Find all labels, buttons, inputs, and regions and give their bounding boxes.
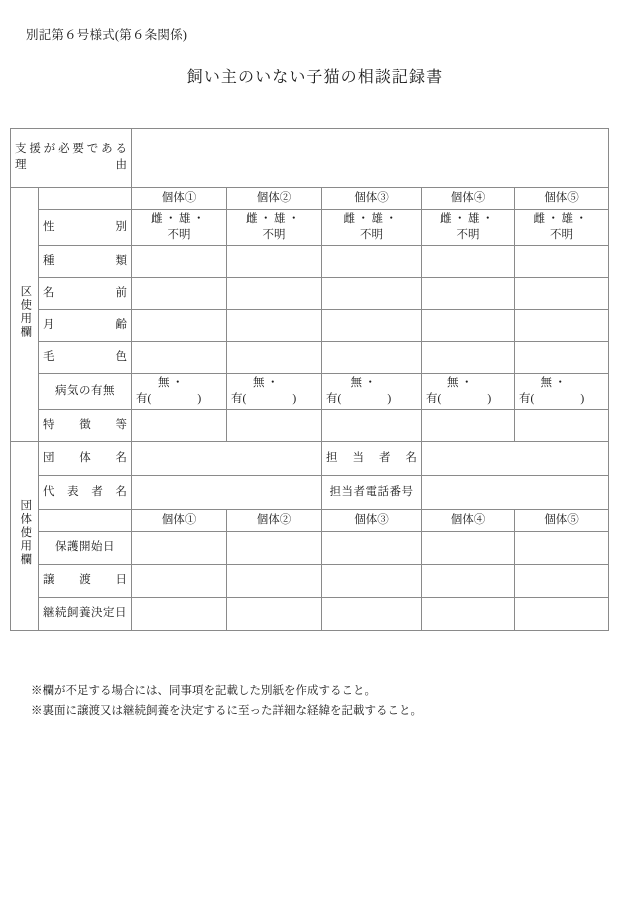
illness-option-line1: 無・: [350, 376, 379, 389]
group-section-side-label: 団体使用欄: [11, 442, 39, 631]
coat-color-value-cell-4[interactable]: [422, 342, 515, 374]
protection-start-date-cell-3[interactable]: [322, 532, 422, 565]
continued-care-date-cell-1[interactable]: [132, 598, 227, 631]
sex-option-line2: 不明: [262, 228, 286, 241]
row-label-name: 名前: [39, 278, 132, 310]
group-column-header-1: 個体①: [132, 510, 227, 532]
sex-option-line1: 雌・雄・: [151, 212, 207, 225]
age-value-cell-4[interactable]: [422, 310, 515, 342]
contact-phone-value-cell[interactable]: [422, 476, 609, 510]
contact-name-value-cell[interactable]: [422, 442, 609, 476]
illness-option-line2: 有( ): [326, 392, 392, 405]
row-label-transfer-date: 譲渡日: [39, 565, 132, 598]
table-row-continued-care-date: [11, 598, 609, 631]
form-number: 別記第６号様式(第６条関係): [26, 28, 188, 42]
row-label-continued-care-date: 継続飼養決定日: [39, 598, 132, 631]
illness-option-cell-5[interactable]: [515, 374, 609, 410]
row-label-contact-phone: 担当者電話番号: [322, 476, 422, 510]
representative-value-cell[interactable]: [132, 476, 322, 510]
sex-option-line2: 不明: [550, 228, 573, 241]
footnote-2: ※裏面に譲渡又は継続飼養を決定するに至った詳細な経緯を記載すること。: [31, 705, 422, 718]
species-value-cell-5[interactable]: [515, 246, 609, 278]
illness-option-line2: 有( ): [426, 392, 492, 405]
transfer-date-cell-1[interactable]: [132, 565, 227, 598]
row-label-group-name: 団体名: [39, 442, 132, 476]
illness-option-cell-3[interactable]: [322, 374, 422, 410]
continued-care-date-cell-2[interactable]: [227, 598, 322, 631]
table-row-illness: [11, 374, 609, 410]
sex-option-cell-1[interactable]: [132, 210, 227, 246]
illness-option-line1: 無・: [540, 376, 569, 389]
illness-option-cell-4[interactable]: [422, 374, 515, 410]
features-value-cell-1[interactable]: [132, 410, 227, 442]
reason-value-cell[interactable]: [132, 129, 609, 188]
ward-column-header-5: 個体⑤: [515, 188, 609, 210]
reason-label-cell: [11, 129, 132, 188]
sex-option-cell-3[interactable]: [322, 210, 422, 246]
name-value-cell-1[interactable]: [132, 278, 227, 310]
coat-color-value-cell-3[interactable]: [322, 342, 422, 374]
age-value-cell-5[interactable]: [515, 310, 609, 342]
group-column-header-3: 個体③: [322, 510, 422, 532]
table-row-features: [11, 410, 609, 442]
transfer-date-cell-2[interactable]: [227, 565, 322, 598]
name-value-cell-3[interactable]: [322, 278, 422, 310]
name-value-cell-4[interactable]: [422, 278, 515, 310]
reason-label-line2: 理由: [15, 159, 127, 171]
footnote-1: ※欄が不足する場合には、同事項を記載した別紙を作成すること。: [31, 685, 376, 697]
age-value-cell-1[interactable]: [132, 310, 227, 342]
species-value-cell-4[interactable]: [422, 246, 515, 278]
illness-option-line2: 有( ): [519, 392, 585, 405]
illness-option-cell-1[interactable]: [132, 374, 227, 410]
row-label-coat-color: 毛色: [39, 342, 132, 374]
group-name-value-cell[interactable]: [132, 442, 322, 476]
sex-option-cell-2[interactable]: [227, 210, 322, 246]
group-header-spacer: [39, 510, 132, 532]
sex-option-cell-4[interactable]: [422, 210, 515, 246]
coat-color-value-cell-2[interactable]: [227, 342, 322, 374]
group-column-header-5: 個体⑤: [515, 510, 609, 532]
illness-option-line2: 有( ): [136, 392, 202, 405]
features-value-cell-4[interactable]: [422, 410, 515, 442]
table-row-group-name: [11, 442, 609, 476]
sex-option-line2: 不明: [167, 228, 191, 241]
sex-option-line2: 不明: [456, 228, 480, 241]
sex-option-line1: 雌・雄・: [533, 212, 590, 225]
row-label-illness: 病気の有無: [39, 374, 132, 410]
table-row-age: [11, 310, 609, 342]
features-value-cell-2[interactable]: [227, 410, 322, 442]
transfer-date-cell-5[interactable]: [515, 565, 609, 598]
sex-option-line2: 不明: [360, 228, 383, 241]
protection-start-date-cell-2[interactable]: [227, 532, 322, 565]
row-label-species: 種類: [39, 246, 132, 278]
name-value-cell-2[interactable]: [227, 278, 322, 310]
sex-option-line1: 雌・雄・: [343, 212, 400, 225]
coat-color-value-cell-1[interactable]: [132, 342, 227, 374]
coat-color-value-cell-5[interactable]: [515, 342, 609, 374]
sex-option-line1: 雌・雄・: [246, 212, 302, 225]
table-row-protection-start-date: [11, 532, 609, 565]
ward-header-spacer: [39, 188, 132, 210]
transfer-date-cell-3[interactable]: [322, 565, 422, 598]
continued-care-date-cell-5[interactable]: [515, 598, 609, 631]
illness-option-line1: 無・: [447, 376, 475, 389]
table-row-species: [11, 246, 609, 278]
table-row-representative: [11, 476, 609, 510]
table-row-reason: [11, 129, 609, 188]
illness-option-line1: 無・: [253, 376, 281, 389]
row-label-features: 特徴等: [39, 410, 132, 442]
row-label-sex: 性別: [39, 210, 132, 246]
name-value-cell-5[interactable]: [515, 278, 609, 310]
illness-option-line1: 無・: [158, 376, 186, 389]
features-value-cell-3[interactable]: [322, 410, 422, 442]
ward-column-header-3: 個体③: [322, 188, 422, 210]
protection-start-date-cell-4[interactable]: [422, 532, 515, 565]
ward-section-side-label: 区使用欄: [11, 188, 39, 442]
table-row-ward-headers: [11, 188, 609, 210]
features-value-cell-5[interactable]: [515, 410, 609, 442]
protection-start-date-cell-5[interactable]: [515, 532, 609, 565]
row-label-protection-start-date: 保護開始日: [39, 532, 132, 565]
consultation-record-table: [10, 128, 609, 631]
sex-option-cell-5[interactable]: [515, 210, 609, 246]
group-column-header-2: 個体②: [227, 510, 322, 532]
table-row-name: [11, 278, 609, 310]
row-label-age: 月齢: [39, 310, 132, 342]
age-value-cell-2[interactable]: [227, 310, 322, 342]
ward-column-header-2: 個体②: [227, 188, 322, 210]
page-title: 飼い主のいない子猫の相談記録書: [186, 69, 444, 86]
continued-care-date-cell-3[interactable]: [322, 598, 422, 631]
reason-label-line1: 支援が必要である: [15, 143, 127, 156]
illness-option-line2: 有( ): [231, 392, 297, 405]
species-value-cell-2[interactable]: [227, 246, 322, 278]
row-label-representative: 代表者名: [39, 476, 132, 510]
protection-start-date-cell-1[interactable]: [132, 532, 227, 565]
species-value-cell-1[interactable]: [132, 246, 227, 278]
illness-option-cell-2[interactable]: [227, 374, 322, 410]
table-row-group-headers: [11, 510, 609, 532]
group-column-header-4: 個体④: [422, 510, 515, 532]
table-row-sex: [11, 210, 609, 246]
transfer-date-cell-4[interactable]: [422, 565, 515, 598]
ward-column-header-1: 個体①: [132, 188, 227, 210]
row-label-contact-name: 担当者名: [322, 442, 422, 476]
ward-column-header-4: 個体④: [422, 188, 515, 210]
age-value-cell-3[interactable]: [322, 310, 422, 342]
sex-option-line1: 雌・雄・: [440, 212, 496, 225]
continued-care-date-cell-4[interactable]: [422, 598, 515, 631]
table-row-coat-color: [11, 342, 609, 374]
species-value-cell-3[interactable]: [322, 246, 422, 278]
table-row-transfer-date: [11, 565, 609, 598]
footnotes: [31, 681, 422, 721]
